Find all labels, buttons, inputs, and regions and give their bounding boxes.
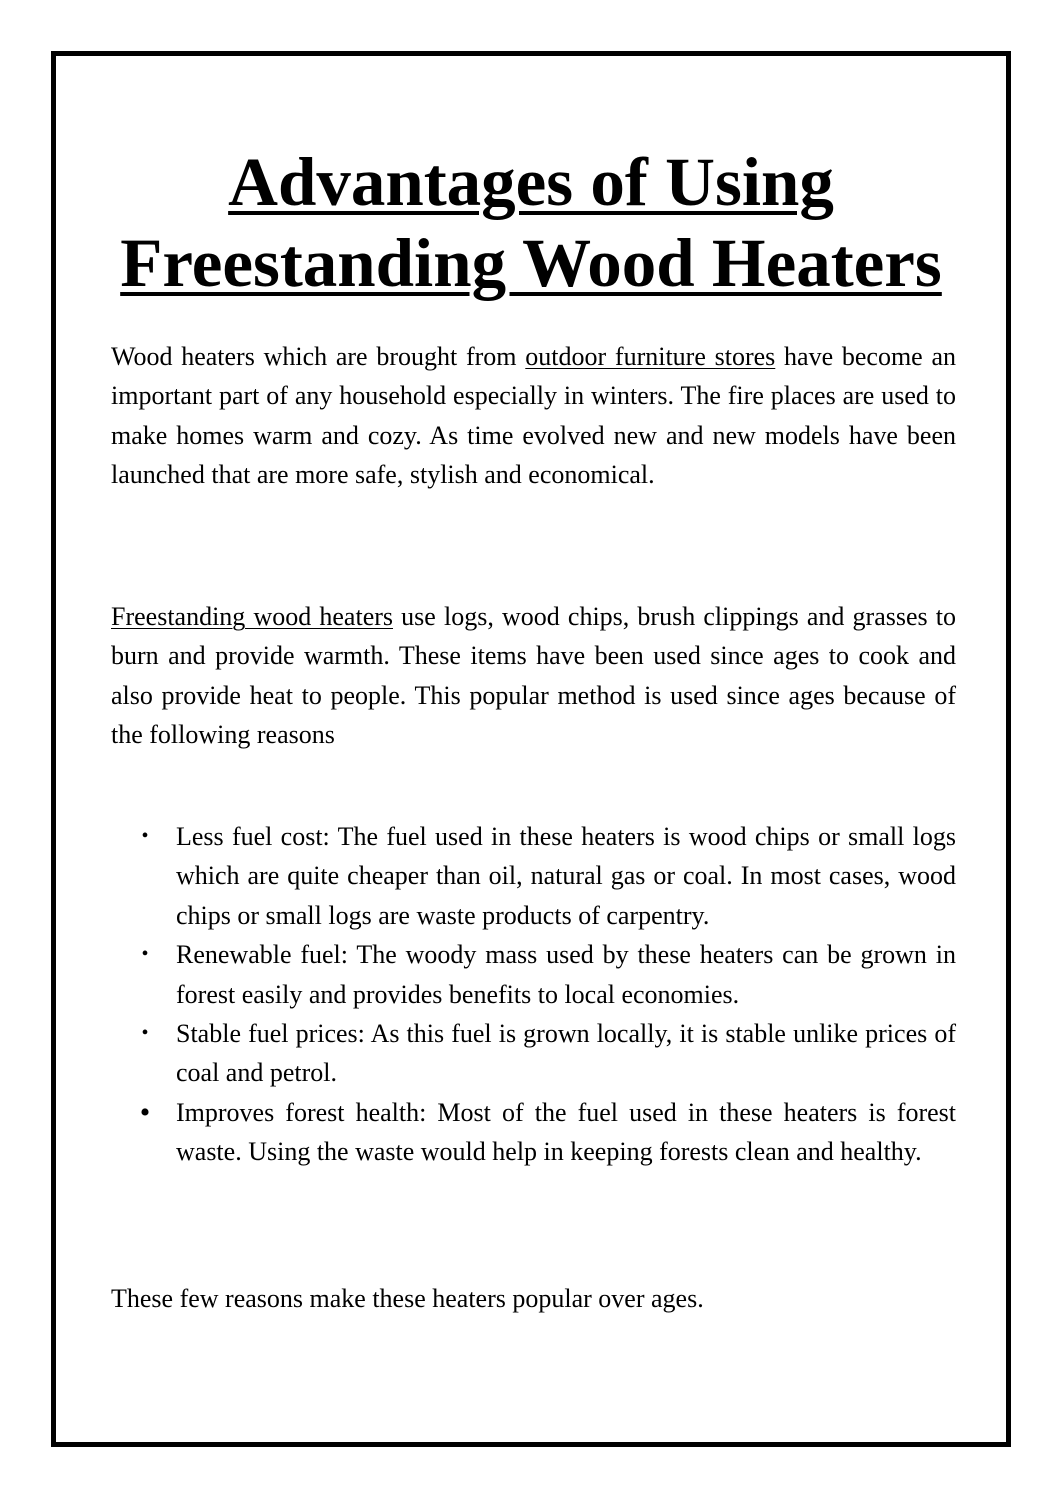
bullet-icon: • (139, 1095, 151, 1129)
intro-paragraph (111, 337, 956, 495)
reason-text: Renewable fuel: The woody mass used by these heaters can be grown in forest easily and provides benefits to local economies. (176, 940, 956, 1009)
reason-text: Less fuel cost: The fuel used in these heaters is wood chips or small logs which are quite cheaper than oil, natural gas or coal. In most cases, wood chips or small logs are waste products of carpentry. (176, 822, 956, 930)
intro-text-start: Wood heaters which are brought from (111, 342, 526, 371)
list-item (138, 1014, 956, 1093)
bullet-icon: • (141, 825, 149, 847)
intro-text-end: have become an important part of any household especially in winters. The fire places are used to make homes warm and cozy. As time evolved new and new models have been launched that are more safe, stylish and economical. (111, 342, 956, 490)
wood-heaters-text: use logs, wood chips, brush clippings and grasses to burn and provide warmth. These items have been used since ages to cook and also provide heat to people. This popular method is used since ages because of the following reasons (111, 602, 957, 750)
list-item (138, 1093, 956, 1172)
list-item (138, 935, 956, 1014)
closing-paragraph: These few reasons make these heaters popular over ages. (111, 1284, 704, 1313)
freestanding-wood-heaters-link[interactable]: Freestanding wood heaters (111, 602, 394, 631)
outdoor-furniture-stores-link[interactable]: outdoor furniture stores (525, 342, 776, 371)
title-line-2: Freestanding Wood Heaters (120, 225, 942, 301)
reasons-list (138, 817, 956, 1172)
reason-text: Improves forest health: Most of the fuel used in these heaters is forest waste. Using the waste would help in keeping forests clean and healthy. (176, 1097, 956, 1167)
reason-text: Stable fuel prices: As this fuel is grown locally, it is stable unlike prices of coal and petrol. (176, 1019, 956, 1088)
bullet-icon: • (141, 1022, 149, 1045)
page-border-frame (51, 51, 1011, 1447)
bullet-icon: • (141, 943, 149, 966)
page-title (56, 142, 1006, 304)
wood-heaters-paragraph (111, 597, 956, 755)
title-line-1: Advantages of Using (228, 144, 834, 220)
list-item (138, 817, 956, 935)
